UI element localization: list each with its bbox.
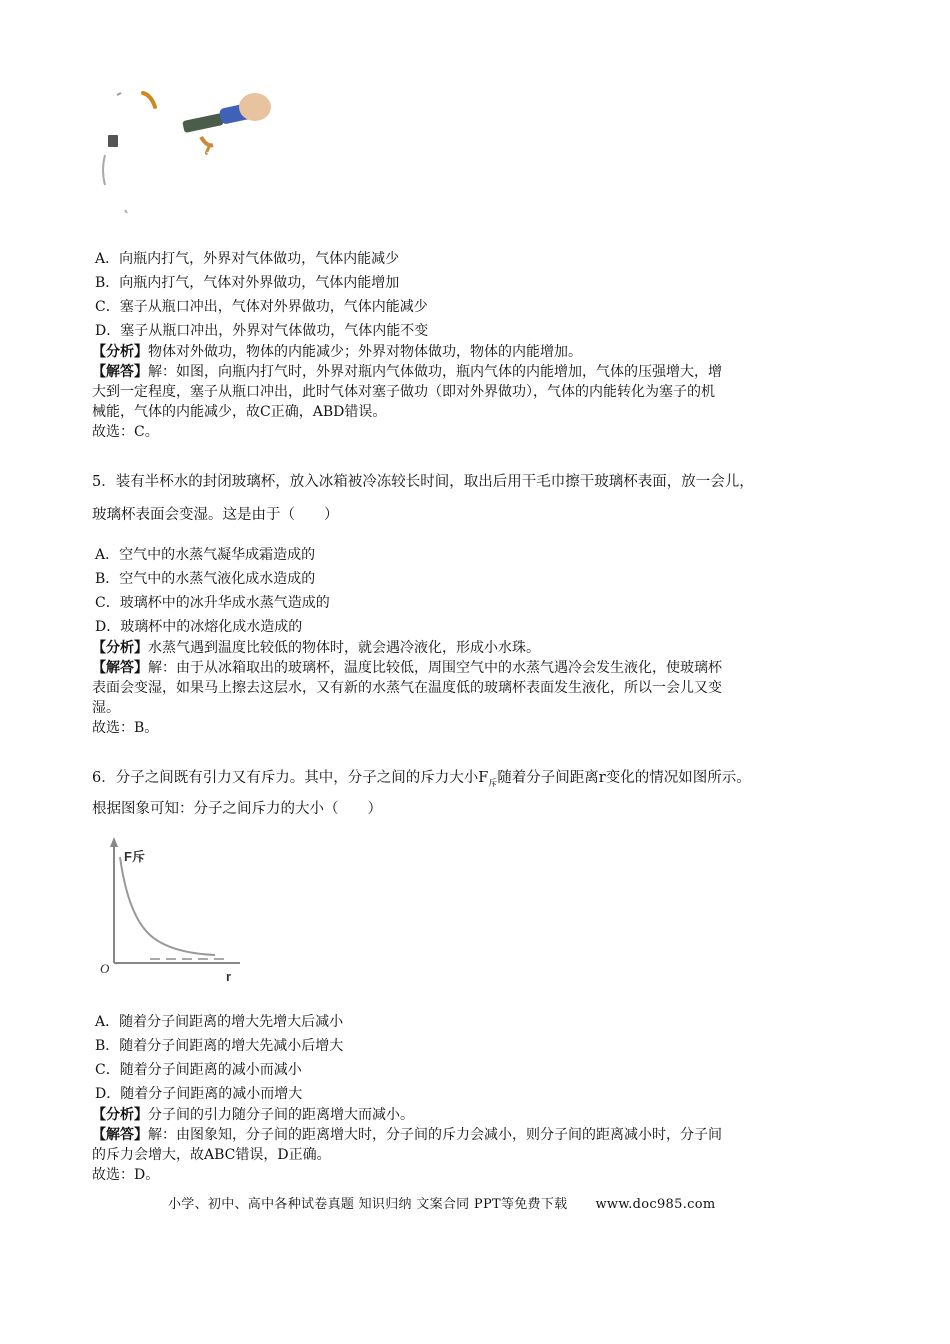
q5-answer-line-1 xyxy=(92,658,722,678)
repulsion-force-graph xyxy=(90,835,250,985)
q4-choice: 故选：C。 xyxy=(92,424,159,440)
q6-option-c: C．随着分子间距离的减小而减小 xyxy=(95,1062,302,1078)
q4-answer-line-2: 大到一定程度，塞子从瓶口冲出，此时气体对塞子做功（即对外界做功），气体的内能转化为塞子的机 xyxy=(92,384,715,400)
q4-answer-line-1 xyxy=(92,362,722,382)
q5-answer-line-2: 表面会变湿，如果马上擦去这层水，又有新的水蒸气在温度低的玻璃杯表面发生液化，所以一会儿又变 xyxy=(92,680,722,696)
bottle-pump-figure xyxy=(95,85,275,220)
analysis-tag: 【分析】 xyxy=(92,344,148,360)
q4-analysis xyxy=(92,342,582,362)
q5-answer-line-3: 湿。 xyxy=(92,700,120,716)
q5-option-c: C．玻璃杯中的冰升华成水蒸气造成的 xyxy=(95,595,330,611)
footer-text: 小学、初中、高中各种试卷真题 知识归纳 文案合同 PPT等免费下载 xyxy=(168,1197,568,1212)
force-curve xyxy=(120,857,215,955)
q5-stem-line-2: 玻璃杯表面会变湿。这是由于（ ） xyxy=(92,507,339,523)
analysis-text: 水蒸气遇到温度比较低的物体时，就会遇冷液化，形成小水珠。 xyxy=(148,640,540,656)
q5-choice: 故选：B。 xyxy=(92,720,159,736)
answer-tag: 【解答】 xyxy=(92,1127,148,1143)
footer-url-link[interactable]: www.doc985.com xyxy=(595,1197,716,1212)
analysis-text: 分子间的引力随分子间的距离增大而减小。 xyxy=(148,1107,414,1123)
q6-choice: 故选：D。 xyxy=(92,1167,160,1183)
q4-option-d: D．塞子从瓶口冲出，外界对气体做功，气体内能不变 xyxy=(95,323,429,339)
q5-stem-line-1: 5．装有半杯水的封闭玻璃杯，放入冰箱被冷冻较长时间，取出后用干毛巾擦干玻璃杯表面，放一会儿， xyxy=(92,474,754,490)
q6-option-b: B．随着分子间距离的增大先减小后增大 xyxy=(95,1038,344,1054)
answer-text: 解：由于从冰箱取出的玻璃杯，温度比较低，周围空气中的水蒸气遇冷会发生液化，使玻璃杯 xyxy=(148,660,722,676)
q6-answer-line-2: 的斥力会增大，故ABC错误，D正确。 xyxy=(92,1147,331,1163)
answer-text: 解：由图象知，分子间的距离增大时，分子间的斥力会减小，则分子间的距离减小时，分子间 xyxy=(148,1127,722,1143)
footer xyxy=(168,1196,715,1214)
q5-option-a: A．空气中的水蒸气凝华成霜造成的 xyxy=(95,547,316,563)
q5-option-b: B．空气中的水蒸气液化成水造成的 xyxy=(95,571,316,587)
y-axis-label: F斥 xyxy=(124,849,145,864)
q6-option-a: A．随着分子间距离的增大先增大后减小 xyxy=(95,1014,344,1030)
force-subscript: 斥 xyxy=(488,778,498,789)
q4-option-a: A．向瓶内打气，外界对气体做功，气体内能减少 xyxy=(95,251,400,267)
q6-option-d: D．随着分子间距离的减小而增大 xyxy=(95,1086,303,1102)
q4-answer-line-3: 械能，气体的内能减少，故C正确，ABD错误。 xyxy=(92,404,387,420)
q6-stem-text-cont: 随着分子间距离r变化的情况如图所示。 xyxy=(497,770,751,786)
q4-option-c: C．塞子从瓶口冲出，气体对外界做功，气体内能减少 xyxy=(95,299,428,315)
q6-stem-line-1 xyxy=(92,767,751,795)
answer-tag: 【解答】 xyxy=(92,660,148,676)
q5-analysis xyxy=(92,638,540,658)
analysis-tag: 【分析】 xyxy=(92,640,148,656)
answer-tag: 【解答】 xyxy=(92,364,148,380)
y-axis-arrow-icon xyxy=(110,837,118,847)
analysis-tag: 【分析】 xyxy=(92,1107,148,1123)
q6-stem-text: 6．分子之间既有引力又有斥力。其中，分子之间的斥力大小F xyxy=(92,770,489,786)
q6-analysis xyxy=(92,1105,414,1125)
x-axis-label: r xyxy=(226,969,232,984)
q6-stem-line-2: 根据图象可知：分子之间斥力的大小（ ） xyxy=(92,801,382,817)
analysis-text: 物体对外做功，物体的内能减少；外界对物体做功，物体的内能增加。 xyxy=(148,344,582,360)
answer-text: 解：如图，向瓶内打气时，外界对瓶内气体做功，瓶内气体的内能增加，气体的压强增大，增 xyxy=(148,364,722,380)
q6-answer-line-1 xyxy=(92,1125,722,1145)
q4-option-b: B．向瓶内打气，气体对外界做功，气体内能增加 xyxy=(95,275,400,291)
origin-label: O xyxy=(100,961,110,976)
q5-option-d: D．玻璃杯中的冰熔化成水造成的 xyxy=(95,619,303,635)
